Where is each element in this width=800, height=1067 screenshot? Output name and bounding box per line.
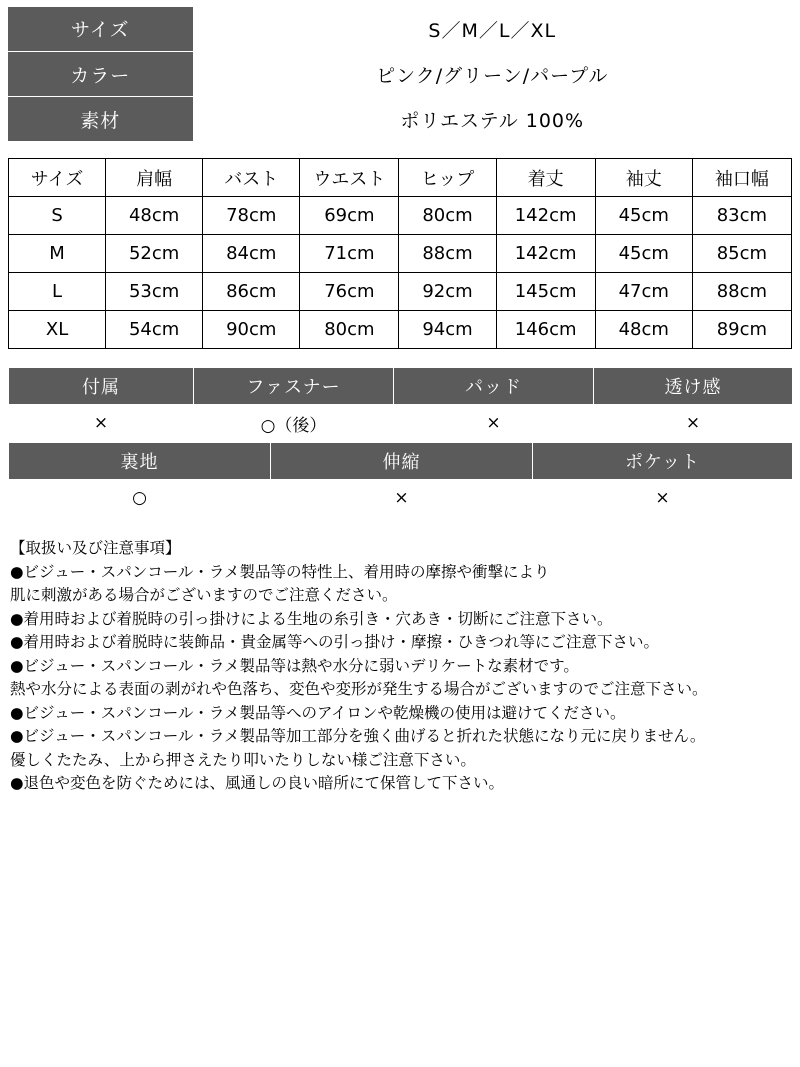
size-cell: 142cm — [496, 235, 595, 273]
size-header-cell: 着丈 — [496, 159, 595, 197]
size-cell: 48cm — [106, 197, 203, 235]
size-cell: 53cm — [106, 273, 203, 311]
feature-header-sheerness: 透け感 — [594, 368, 793, 405]
size-cell: 76cm — [300, 273, 399, 311]
size-header-cell: バスト — [203, 159, 300, 197]
size-cell: 52cm — [106, 235, 203, 273]
size-cell: M — [9, 235, 106, 273]
care-instructions-line: ●退色や変色を防ぐためには、風通しの良い暗所にて保管して下さい。 — [10, 774, 505, 793]
size-header-cell: 肩幅 — [106, 159, 203, 197]
size-header-cell: 袖口幅 — [692, 159, 791, 197]
size-header-cell: ウエスト — [300, 159, 399, 197]
feature-header-stretch: 伸縮 — [271, 443, 533, 480]
size-header-cell: ヒップ — [399, 159, 496, 197]
size-cell: S — [9, 197, 106, 235]
care-instructions-line: ●着用時および着脱時に装飾品・貴金属等への引っ掛け・摩擦・ひきつれ等にご注意下さい。 — [10, 633, 660, 652]
spec-label-material: 素材 — [8, 97, 193, 142]
size-cell: 48cm — [595, 311, 692, 349]
spec-table — [8, 6, 792, 142]
size-cell: 89cm — [692, 311, 791, 349]
feature-value-lining: ○ — [9, 480, 271, 517]
size-cell: 90cm — [203, 311, 300, 349]
size-cell: 69cm — [300, 197, 399, 235]
size-table-header-row — [9, 159, 792, 197]
size-cell: 54cm — [106, 311, 203, 349]
features-header-row — [9, 443, 793, 480]
size-cell: 83cm — [692, 197, 791, 235]
features-value-row — [9, 405, 793, 442]
feature-value-pad: × — [394, 405, 594, 442]
table-row — [9, 197, 792, 235]
feature-value-pocket: × — [533, 480, 793, 517]
size-cell: 78cm — [203, 197, 300, 235]
size-cell: 88cm — [692, 273, 791, 311]
feature-header-accessory: 付属 — [9, 368, 194, 405]
care-instructions-line: 熱や水分による表面の剥がれや色落ち、変色や変形が発生する場合がございますのでご注意下さい。 — [10, 680, 708, 699]
size-cell: 94cm — [399, 311, 496, 349]
feature-header-pad: パッド — [394, 368, 594, 405]
table-row — [8, 7, 792, 52]
feature-value-zipper: ○（後） — [194, 405, 394, 442]
size-cell: XL — [9, 311, 106, 349]
care-instructions-line: ●ビジュー・スパンコール・ラメ製品等へのアイロンや乾燥機の使用は避けてください。 — [10, 703, 626, 722]
features-header-row — [9, 368, 793, 405]
size-cell: L — [9, 273, 106, 311]
care-instructions-line: ●着用時および着脱時の引っ掛けによる生地の糸引き・穴あき・切断にご注意下さい。 — [10, 609, 613, 628]
table-row — [9, 311, 792, 349]
feature-header-zipper: ファスナー — [194, 368, 394, 405]
size-cell: 146cm — [496, 311, 595, 349]
size-cell: 45cm — [595, 235, 692, 273]
feature-value-accessory: × — [9, 405, 194, 442]
features-value-row — [9, 480, 793, 517]
size-header-cell: 袖丈 — [595, 159, 692, 197]
care-instructions-line: 優しくたたみ、上から押さえたり叩いたりしない様ご注意下さい。 — [10, 750, 476, 769]
features-table-primary — [8, 367, 793, 442]
spec-label-color: カラー — [8, 52, 193, 97]
size-cell: 85cm — [692, 235, 791, 273]
table-row — [8, 52, 792, 97]
care-instructions-line: 肌に刺激がある場合がございますのでご注意ください。 — [10, 586, 398, 605]
care-instructions — [8, 537, 792, 796]
size-cell: 86cm — [203, 273, 300, 311]
table-row — [9, 235, 792, 273]
features-table-secondary — [8, 442, 793, 517]
size-cell: 45cm — [595, 197, 692, 235]
size-cell: 145cm — [496, 273, 595, 311]
feature-value-sheerness: × — [594, 405, 793, 442]
table-row — [8, 97, 792, 142]
spec-label-size: サイズ — [8, 7, 193, 52]
feature-header-lining: 裏地 — [9, 443, 271, 480]
size-header-cell: サイズ — [9, 159, 106, 197]
care-instructions-line: ●ビジュー・スパンコール・ラメ製品等は熱や水分に弱いデリケートな素材です。 — [10, 656, 579, 675]
size-cell: 71cm — [300, 235, 399, 273]
size-cell: 88cm — [399, 235, 496, 273]
size-cell: 92cm — [399, 273, 496, 311]
care-instructions-line: ●ビジュー・スパンコール・ラメ製品等の特性上、着用時の摩擦や衝撃により — [10, 562, 550, 581]
table-row — [9, 273, 792, 311]
size-cell: 47cm — [595, 273, 692, 311]
size-cell: 84cm — [203, 235, 300, 273]
size-measurement-table — [8, 158, 792, 349]
size-cell: 80cm — [399, 197, 496, 235]
feature-header-pocket: ポケット — [533, 443, 793, 480]
spec-value-material: ポリエステル 100% — [193, 97, 792, 142]
spec-value-size: S／M／L／XL — [193, 7, 792, 52]
care-instructions-line: ●ビジュー・スパンコール・ラメ製品等加工部分を強く曲げると折れた状態になり元に戻りません。 — [10, 727, 706, 746]
spec-value-color: ピンク/グリーン/パープル — [193, 52, 792, 97]
size-cell: 80cm — [300, 311, 399, 349]
care-instructions-title: 【取扱い及び注意事項】 — [10, 539, 181, 557]
size-cell: 142cm — [496, 197, 595, 235]
feature-value-stretch: × — [271, 480, 533, 517]
